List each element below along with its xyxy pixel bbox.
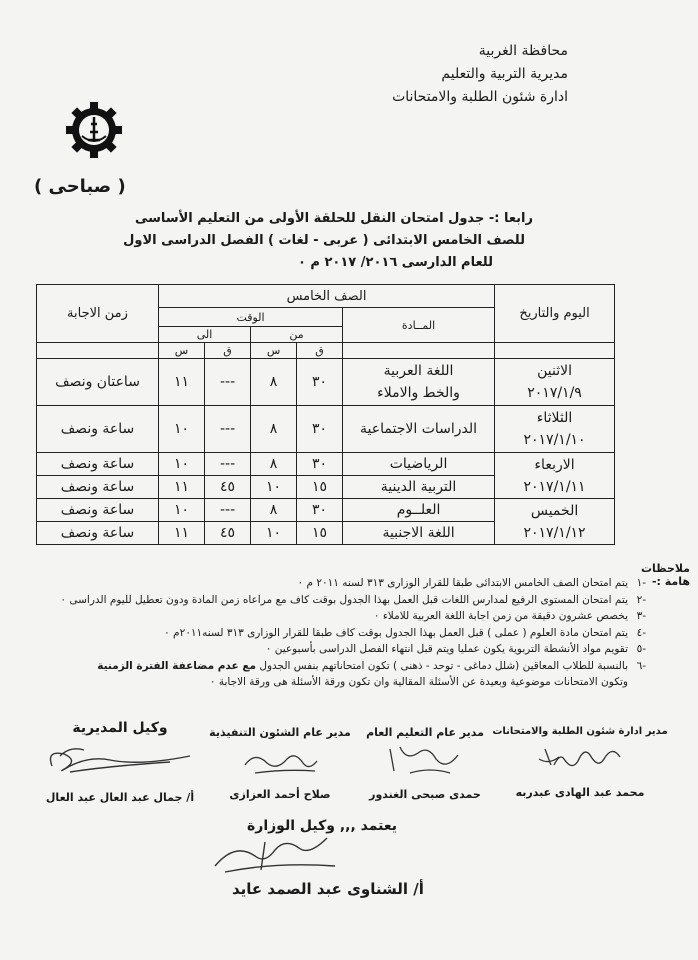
title-line-1: رابعا :- جدول امتحان النقل للحلقة الأولى من التعليم الأساسى: [135, 211, 533, 226]
directorate-line: مديرية التربية والتعليم: [441, 66, 568, 82]
to-hour-cell: ١٠: [159, 453, 205, 476]
shift-label: ( صباحى ): [34, 176, 126, 197]
to-minute-cell: ---: [205, 406, 251, 453]
from-hour-header: س: [251, 343, 297, 359]
to-minute-cell: ٤٥: [205, 522, 251, 545]
title-line-3: للعام الدارسى ٢٠١٦/ ٢٠١٧ م ٠: [297, 255, 493, 270]
from-header: من: [251, 327, 343, 343]
to-minute-cell: ٤٥: [205, 476, 251, 499]
from-hour-cell: ٨: [251, 453, 297, 476]
day-cell: الاثنين ٢٠١٧/١/٩: [495, 359, 615, 406]
signature-scribble-icon: [40, 736, 200, 780]
time-header: الوقت: [159, 308, 343, 327]
signature-block-deputy: وكيل المديرية أ/ جمال عبد العال عبد العال: [30, 720, 210, 804]
signature-block-general-education: مدير عام التعليم العام حمدى صبحى الغندور: [366, 726, 484, 801]
to-hour-header: س: [159, 343, 205, 359]
duration-cell: ساعة ونصف: [37, 476, 159, 499]
day-cell: الثلاثاء ٢٠١٧/١/١٠: [495, 406, 615, 453]
day-cell: الاربعاء ٢٠١٧/١/١١: [495, 453, 615, 499]
subject-cell: الدراسات الاجتماعية: [343, 406, 495, 453]
duration-cell: ساعة ونصف: [37, 499, 159, 522]
notes-list: [56, 575, 646, 691]
ministry-gear-logo-icon: [64, 100, 124, 160]
from-hour-cell: ٨: [251, 359, 297, 406]
subject-cell: اللغة الاجنبية: [343, 522, 495, 545]
table-row: [37, 453, 615, 476]
duration-cell: ساعة ونصف: [37, 453, 159, 476]
table-row: [37, 406, 615, 453]
list-item: -٤ يتم امتحان مادة العلوم ( عملى ) قبل العمل بهذا الجدول بوقت كاف طبقا للقرار الوزارى ٣١٣ لسنه٢٠١١م ٠: [164, 626, 646, 639]
grade-header: الصف الخامس: [159, 285, 495, 308]
title-line-2: للصف الخامس الابتدائى ( عربى - لغات ) الفصل الدراسى الاول: [123, 233, 525, 248]
to-header: الى: [159, 327, 251, 343]
signature-scribble-icon: [225, 739, 335, 781]
day-cell: الخميس ٢٠١٧/١/١٢: [495, 499, 615, 545]
duration-header: زمن الاجابة: [37, 285, 159, 343]
list-item: -٦ بالنسبة للطلاب المعاقين (شلل دماغى - توحد - ذهنى ) تكون امتحاناتهم بنفس الجدول مع عدم مضاعفة الفترة الزمنية: [97, 659, 646, 672]
duration-cell: ساعة ونصف: [37, 522, 159, 545]
exam-schedule-table: [36, 284, 615, 545]
from-minute-cell: ٣٠: [297, 499, 343, 522]
from-hour-cell: ١٠: [251, 476, 297, 499]
to-minute-cell: ---: [205, 453, 251, 476]
subject-header: المــادة: [343, 308, 495, 343]
from-minute-cell: ٣٠: [297, 359, 343, 406]
emphasis-text: مع عدم مضاعفة الفترة الزمنية: [97, 659, 256, 672]
list-item: -٢ يتم امتحان المستوى الرفيع لمدارس اللغات قبل العمل بهذا الجدول بوقت كاف مع مراعاه زمن المادة ودون تعطيل لليوم الدراسى ٠: [60, 593, 646, 606]
to-hour-cell: ١١: [159, 359, 205, 406]
signature-block-executive-affairs: مدير عام الشئون التنفيذية صلاح أحمد العزازى: [209, 726, 351, 801]
subject-cell: الرياضيات: [343, 453, 495, 476]
to-minute-cell: ---: [205, 499, 251, 522]
from-hour-cell: ١٠: [251, 522, 297, 545]
subject-cell: العلــوم: [343, 499, 495, 522]
notes-continuation: وتكون الامتحانات موضوعية وبعيدة عن الأسئلة المقالية وان تكون ورقة الأسئلة هى ورقة الاجابة ٠: [209, 676, 628, 688]
subject-cell: اللغة العربية والخط والاملاء: [343, 359, 495, 406]
to-hour-cell: ١٠: [159, 499, 205, 522]
signature-scribble-icon: [370, 739, 480, 781]
signature-block-exams: مدير ادارة شئون الطلبة والامتحانات محمد عبد الهادى عبدربه: [492, 726, 668, 799]
day-date-header: اليوم والتاريخ: [495, 285, 615, 343]
from-hour-cell: ٨: [251, 499, 297, 522]
list-item: -٥ تقويم مواد الأنشطة التربوية يكون عمليا ويتم قبل انتهاء الفصل الدراسى بأسبوعين ٠: [265, 643, 646, 655]
signature-scribble-icon: [525, 737, 635, 779]
from-minute-cell: ١٥: [297, 522, 343, 545]
to-minute-header: ق: [205, 343, 251, 359]
governorate-line: محافظة الغربية: [478, 43, 568, 59]
duration-cell: ساعتان ونصف: [37, 359, 159, 406]
to-hour-cell: ١١: [159, 476, 205, 499]
from-hour-cell: ٨: [251, 406, 297, 453]
table-row: [37, 499, 615, 522]
to-hour-cell: ١١: [159, 522, 205, 545]
schedule-titles: [53, 208, 533, 274]
approval-label: يعتمد ,,, وكيل الوزارة: [247, 818, 397, 834]
list-item: -١ يتم امتحان الصف الخامس الابتدائى طبقا للقرار الوزارى ٣١٣ لسنه ٢٠١١ م ٠: [297, 577, 646, 589]
to-minute-cell: ---: [205, 359, 251, 406]
department-line: ادارة شئون الطلبة والامتحانات: [392, 89, 568, 105]
from-minute-cell: ٣٠: [297, 406, 343, 453]
signature-scribble-icon: [205, 836, 355, 876]
from-minute-header: ق: [297, 343, 343, 359]
to-hour-cell: ١٠: [159, 406, 205, 453]
notes-title: ملاحظات هامة :-: [641, 562, 690, 588]
from-minute-cell: ١٥: [297, 476, 343, 499]
subject-cell: التربية الدينية: [343, 476, 495, 499]
header-block: [392, 40, 568, 109]
duration-cell: ساعة ونصف: [37, 406, 159, 453]
list-item: -٣ يخصص عشرون دقيقة من زمن اجابة اللغة العربية للاملاء ٠: [373, 610, 646, 622]
approval-name: أ/ الشناوى عبد الصمد عايد: [232, 880, 424, 898]
from-minute-cell: ٣٠: [297, 453, 343, 476]
table-row: [37, 359, 615, 406]
